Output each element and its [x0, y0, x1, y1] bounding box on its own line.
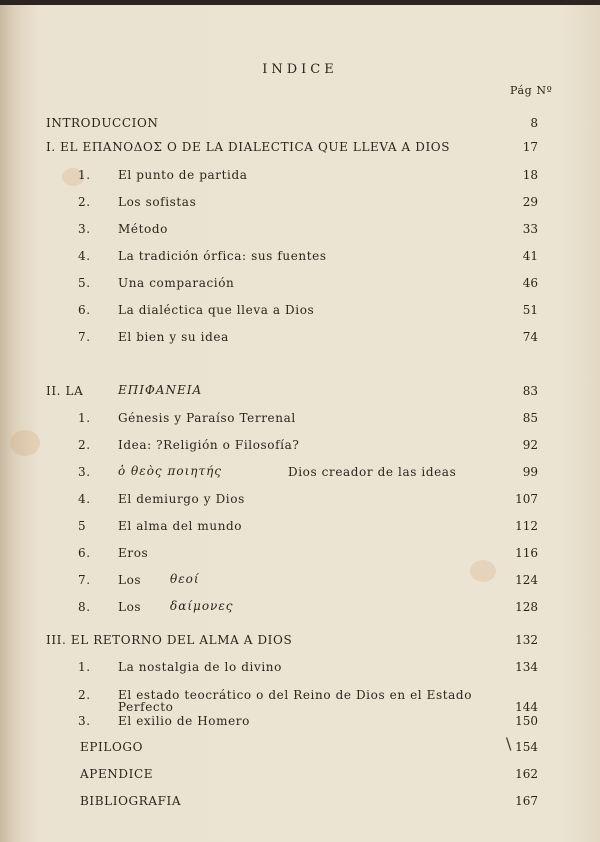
toc-page: 29 — [522, 195, 538, 209]
toc-page: 124 — [515, 573, 538, 587]
toc-number: 1. — [78, 168, 91, 182]
toc-page: 154 — [515, 740, 538, 754]
toc-page: 99 — [522, 465, 538, 479]
toc-page: 85 — [522, 411, 538, 425]
toc-section: El demiurgo y Dios — [118, 492, 245, 506]
toc-page: 150 — [515, 714, 538, 728]
toc-number: 3. — [78, 714, 91, 728]
toc-page: 144 — [515, 700, 538, 714]
toc-chapter-1: I. EL ΕΠΑΝΟΔΟΣ O DE LA DIALECTICA QUE LLEVA A DIOS — [46, 140, 451, 154]
toc-section: Una comparación — [118, 276, 235, 290]
toc-section: Método — [118, 222, 168, 236]
toc-greek-text: δαίμονες — [170, 599, 234, 613]
toc-page: 46 — [522, 276, 538, 290]
toc-entry-apendice: APENDICE — [80, 767, 154, 781]
toc-chapter-3: III. EL RETORNO DEL ALMA A DIOS — [46, 633, 293, 647]
toc-page: 18 — [522, 168, 538, 182]
toc-number: 5. — [78, 276, 91, 290]
toc-page: 74 — [522, 330, 538, 344]
toc-greek-text: ὁ θεὸς ποιητής — [118, 464, 223, 478]
toc-section: El exilio de Homero — [118, 714, 250, 728]
toc-section: La dialéctica que lleva a Dios — [118, 303, 315, 317]
toc-section: Los — [118, 600, 142, 614]
toc-section: La nostalgia de lo divino — [118, 660, 282, 674]
toc-section: Los sofistas — [118, 195, 197, 209]
toc-entry-bibliografia: BIBLIOGRAFIA — [80, 794, 182, 808]
toc-number: 1. — [78, 411, 91, 425]
toc-page: 116 — [515, 546, 538, 560]
toc-section: El bien y su idea — [118, 330, 229, 344]
toc-entry-epilogo: EPILOGO — [80, 740, 144, 754]
toc-page: 33 — [522, 222, 538, 236]
page-title: INDICE — [262, 62, 338, 77]
toc-section: El alma del mundo — [118, 519, 243, 533]
toc-section: Idea: ?Religión o Filosofía? — [118, 438, 300, 452]
toc-page: 17 — [522, 140, 538, 154]
pen-mark: \ — [506, 734, 512, 753]
toc-page: 41 — [522, 249, 538, 263]
toc-number: 5 — [78, 519, 87, 533]
toc-page: 128 — [515, 600, 538, 614]
toc-page: 83 — [522, 384, 538, 398]
toc-section-continued: Perfecto — [118, 700, 174, 714]
toc-page: 167 — [515, 794, 538, 808]
toc-number: 8. — [78, 600, 91, 614]
toc-section: Eros — [118, 546, 149, 560]
toc-page: 112 — [515, 519, 538, 533]
toc-number: 2. — [78, 195, 91, 209]
toc-number: 6. — [78, 546, 91, 560]
toc-page: 51 — [522, 303, 538, 317]
page-top-edge — [0, 0, 600, 5]
toc-page: 8 — [530, 116, 538, 130]
toc-number: 2. — [78, 438, 91, 452]
toc-section: El punto de partida — [118, 168, 248, 182]
toc-number: 7. — [78, 573, 91, 587]
toc-number: 2. — [78, 688, 91, 702]
toc-section: La tradición órfica: sus fuentes — [118, 249, 327, 263]
toc-number: 7. — [78, 330, 91, 344]
toc-greek-text: θεοί — [170, 572, 200, 586]
paper-stain — [10, 430, 40, 456]
toc-greek-title: ΕΠΙΦΑΝΕΙΑ — [118, 383, 203, 397]
toc-number: 1. — [78, 660, 91, 674]
toc-page: 162 — [515, 767, 538, 781]
toc-section: Dios creador de las ideas — [288, 465, 457, 479]
toc-page: 134 — [515, 660, 538, 674]
toc-section: Génesis y Paraíso Terrenal — [118, 411, 296, 425]
toc-page: 107 — [515, 492, 538, 506]
toc-section: El estado teocrático o del Reino de Dios en el Estado — [118, 688, 473, 702]
page-column-header: Pág Nº — [510, 84, 553, 97]
toc-number: 3. — [78, 222, 91, 236]
toc-number: 4. — [78, 492, 91, 506]
toc-page: 132 — [515, 633, 538, 647]
toc-number: 4. — [78, 249, 91, 263]
toc-section: Los — [118, 573, 142, 587]
toc-page: 92 — [522, 438, 538, 452]
toc-number: 3. — [78, 465, 91, 479]
toc-number: 6. — [78, 303, 91, 317]
toc-entry-introduccion: INTRODUCCION — [46, 116, 159, 130]
toc-chapter-2: II. LA — [46, 384, 84, 398]
